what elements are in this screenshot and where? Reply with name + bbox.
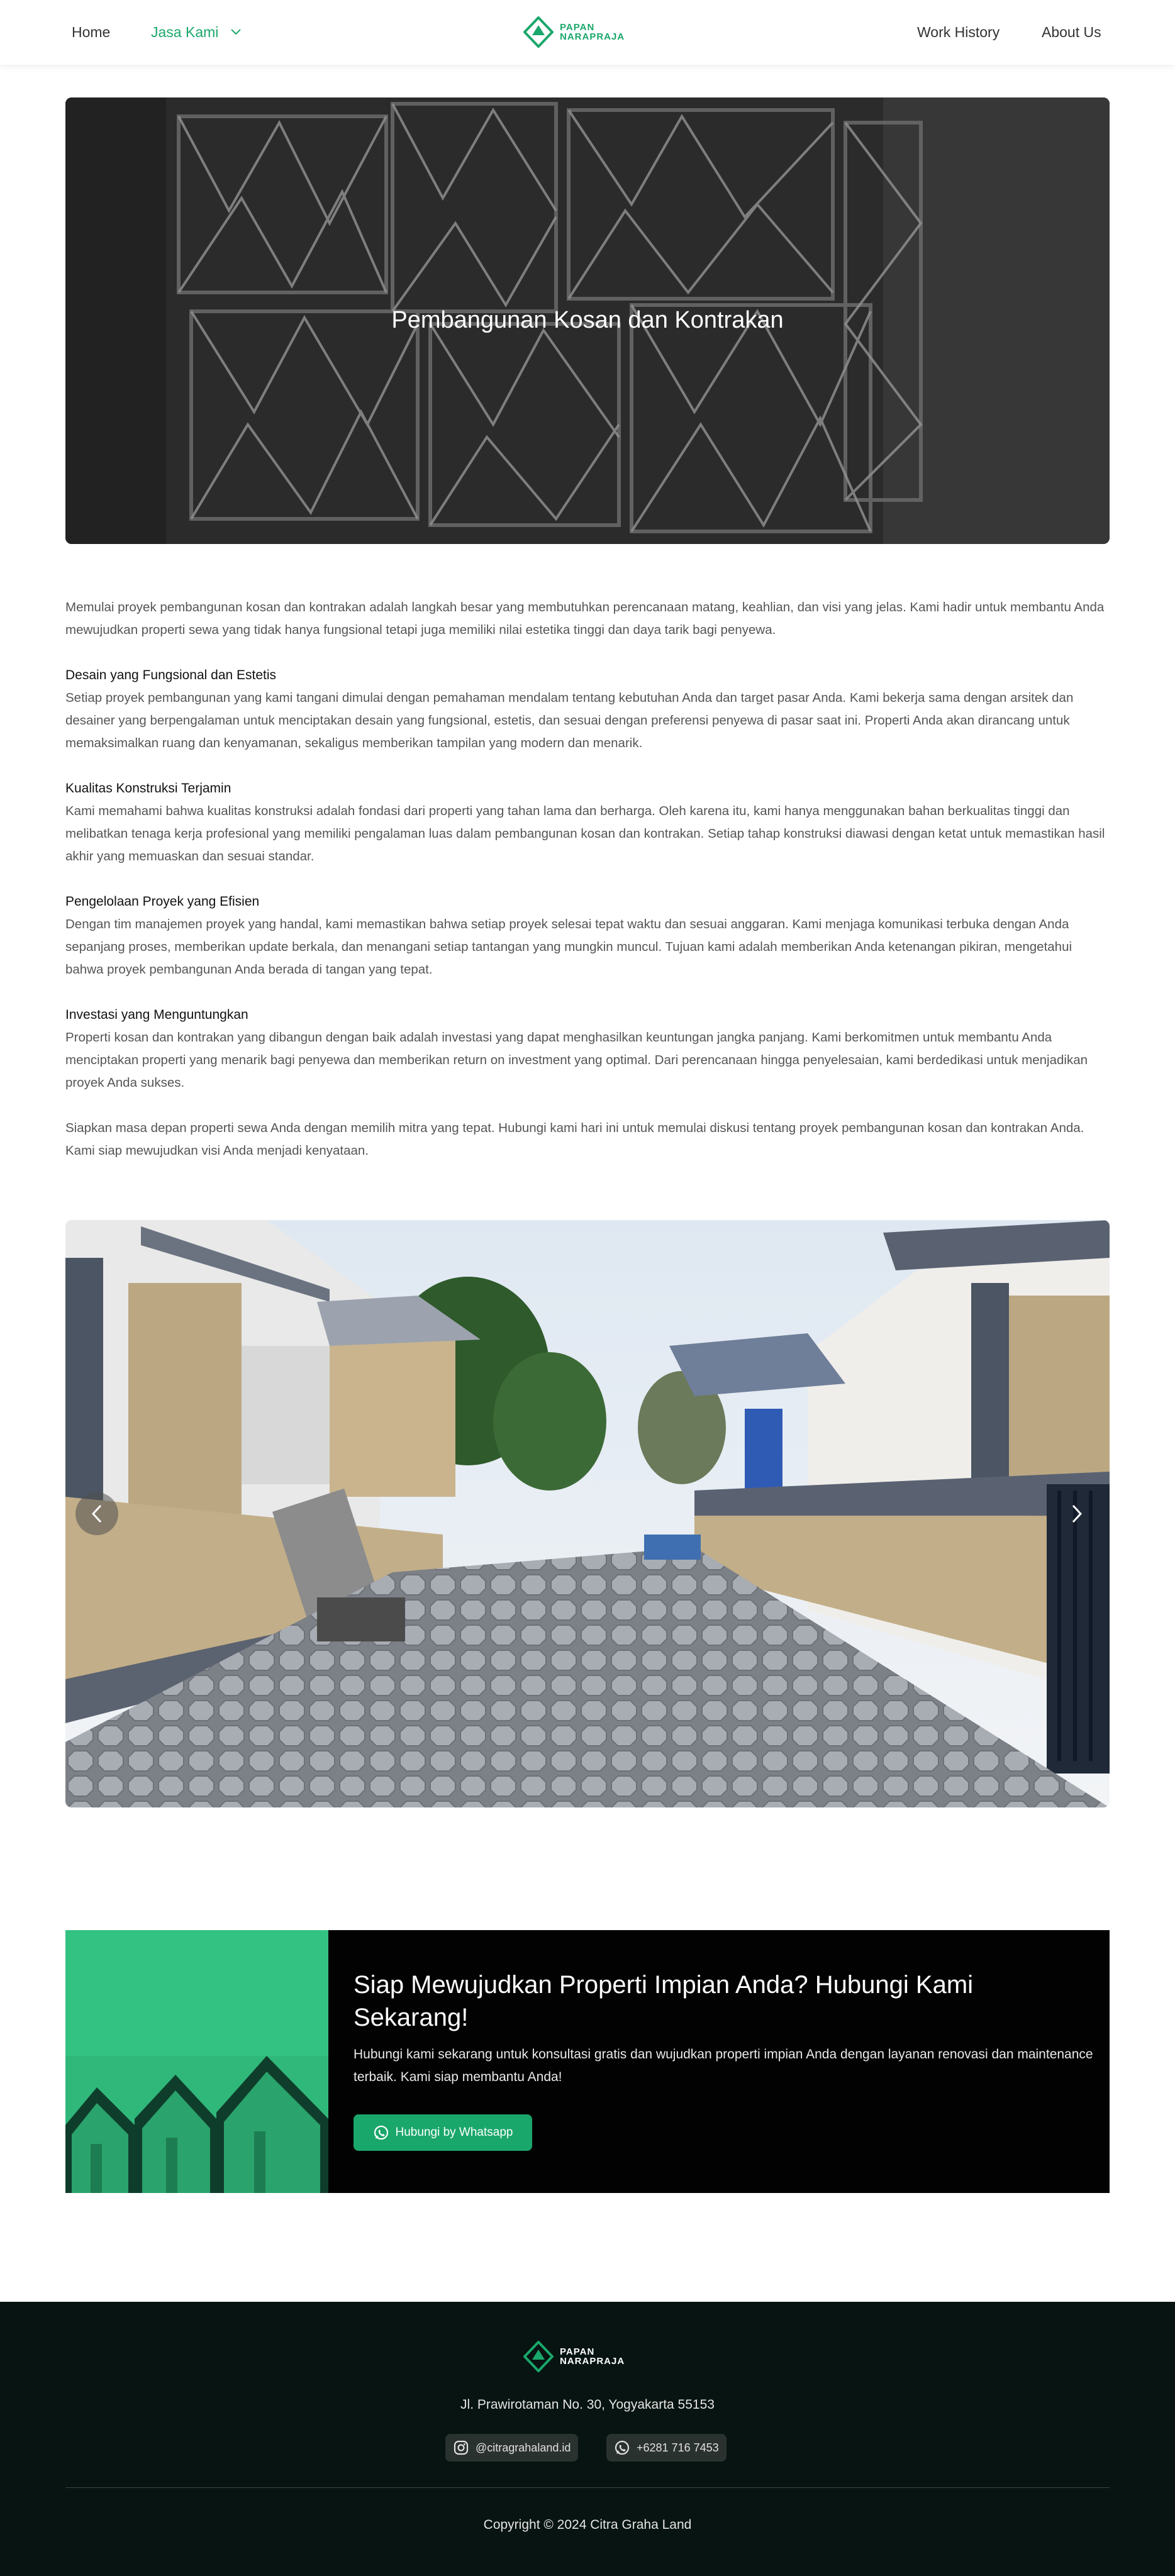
gallery-prev-button[interactable] [75, 1492, 118, 1535]
article-section [65, 1004, 1110, 1094]
gallery-street-photo [65, 1220, 1110, 1807]
nav-work-history-link[interactable]: Work History [917, 24, 1000, 40]
article-intro: Memulai proyek pembangunan kosan dan kontrakan adalah langkah besar yang membutuhkan perencanaan matang, keahlian, dan visi yang jelas. Kami hadir untuk membantu Anda mewujudkan properti sewa yang tidak hanya fungsional tetapi juga memiliki nilai estetika tinggi dan daya tarik bagi penyewa. [65, 600, 1105, 637]
nav-home-link[interactable]: Home [72, 24, 111, 40]
whatsapp-cta-label: Hubungi by Whatsapp [395, 2126, 513, 2139]
logo-mark-icon [523, 2341, 554, 2372]
nav-jasa-kami-dropdown[interactable] [151, 24, 242, 41]
cta-description: Hubungi kami sekarang untuk konsultasi gratis dan wujudkan properti impian Anda dengan layanan renovasi dan maintenance terbaik. Kami siap membantu Anda! [354, 2047, 1093, 2084]
section-heading: Pengelolaan Proyek yang Efisien [65, 894, 260, 909]
cta-houses-image [65, 1930, 328, 2193]
footer-whatsapp-link[interactable] [606, 2434, 727, 2462]
whatsapp-icon [614, 2440, 630, 2456]
section-body: Setiap proyek pembangunan yang kami tangani dimulai dengan pemahaman mendalam tentang kebutuhan Anda dan target pasar Anda. Kami bekerja sama dengan arsitek dan desainer yang berpengalaman untuk menciptakan desain yang fungsional, estetis, dan sesuai dengan preferensi penyewa di pasar saat ini. Properti Anda akan dirancang untuk memaksimalkan ruang dan kenyamanan, sekaligus memberikan tampilan yang modern dan menarik. [65, 691, 1074, 750]
footer-copyright: Copyright © 2024 Citra Graha Land [483, 2518, 692, 2532]
brand-logo[interactable] [523, 16, 625, 48]
chevron-left-icon [91, 1504, 103, 1523]
cta-title: Siap Mewujudkan Properti Impian Anda? Hubungi Kami Sekarang! [354, 1971, 974, 2031]
footer-address: Jl. Prawirotaman No. 30, Yogyakarta 55153 [460, 2397, 715, 2412]
logo-line2: NARAPRAJA [560, 31, 625, 42]
gallery-next-button[interactable] [1055, 1492, 1098, 1535]
article-section [65, 891, 1110, 981]
nav-jasa-kami-label: Jasa Kami [151, 24, 219, 40]
footer-divider [65, 2487, 1110, 2488]
logo-line1: PAPAN [560, 22, 595, 33]
article-section [65, 664, 1110, 755]
whatsapp-icon [373, 2124, 389, 2141]
project-gallery-slider[interactable] [65, 1220, 1110, 1807]
whatsapp-cta-button[interactable] [354, 2114, 532, 2151]
section-heading: Kualitas Konstruksi Terjamin [65, 781, 231, 796]
hero-title: Pembangunan Kosan dan Kontrakan [391, 307, 784, 333]
section-body: Dengan tim manajemen proyek yang handal, kami memastikan bahwa setiap proyek selesai tepat waktu dan sesuai anggaran. Kami menjaga komunikasi terbuka dengan Anda sepanjang proses, memberikan update berkala, dan menangani setiap tantangan yang mungkin muncul. Tujuan kami adalah memberikan Anda ketenangan pikiran, mengetahui bahwa proyek pembangunan Anda berada di tangan yang tepat. [65, 917, 1072, 977]
section-body: Kami memahami bahwa kualitas konstruksi adalah fondasi dari properti yang tahan lama dan berharga. Oleh karena itu, kami hanya menggunakan bahan berkualitas tinggi dan melibatkan tenaga kerja profesional yang memiliki pengalaman luas dalam pembangunan kosan dan kontrakan. Setiap tahap konstruksi diawasi dengan ketat untuk memastikan hasil akhir yang memuaskan dan sesuai standar. [65, 804, 1105, 863]
article-closing: Siapkan masa depan properti sewa Anda dengan memilih mitra yang tepat. Hubungi kami hari ini untuk memulai diskusi tentang proyek pembangunan kosan dan kontrakan Anda. Kami siap mewujudkan visi Anda menjadi kenyataan. [65, 1121, 1084, 1158]
logo-mark-icon [523, 16, 554, 48]
nav-about-us-link[interactable]: About Us [1042, 24, 1101, 40]
footer-instagram-link[interactable] [445, 2434, 578, 2462]
top-navbar [0, 0, 1175, 65]
footer-phone-number: +6281 716 7453 [637, 2441, 719, 2454]
footer-logo-line1: PAPAN [560, 2346, 595, 2357]
instagram-icon [453, 2440, 469, 2456]
article-section [65, 777, 1110, 868]
section-heading: Desain yang Fungsional dan Estetis [65, 668, 277, 682]
chevron-right-icon [1071, 1504, 1083, 1523]
footer-logo-line2: NARAPRAJA [560, 2356, 625, 2367]
chevron-down-icon [230, 28, 242, 36]
section-body: Properti kosan dan kontrakan yang dibangun dengan baik adalah investasi yang dapat menghasilkan keuntungan jangka panjang. Kami berkomitmen untuk membantu Anda menciptakan properti yang menarik bagi penyewa dan memberikan return on investment yang optimal. Dari perencanaan hingga penyelesaian, kami berdedikasi untuk menjadikan proyek Anda sukses. [65, 1030, 1088, 1090]
footer-brand-logo[interactable] [523, 2341, 625, 2372]
section-heading: Investasi yang Menguntungkan [65, 1008, 248, 1022]
article-body [65, 596, 1110, 1162]
footer-instagram-handle: @citragrahaland.id [476, 2441, 571, 2454]
